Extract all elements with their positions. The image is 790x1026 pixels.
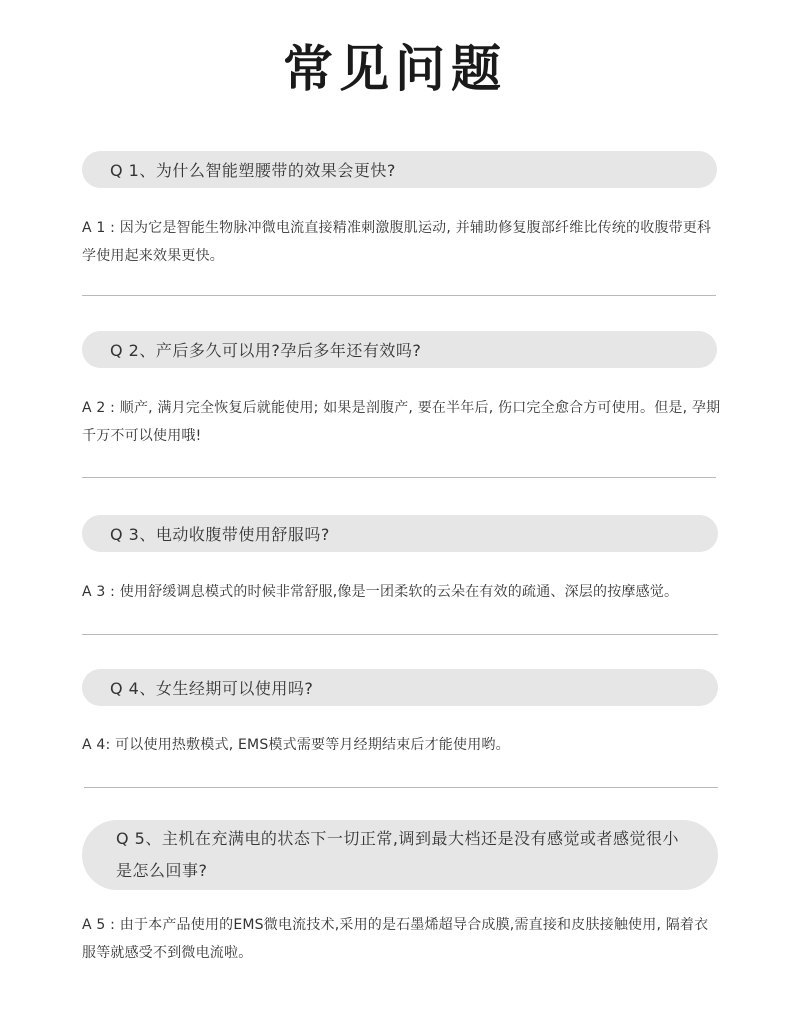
divider-2 (82, 477, 716, 478)
divider-4 (84, 787, 718, 788)
faq-answer-1: A 1 : 因为它是智能生物脉冲微电流直接精准刺激腹肌运动, 并辅助修复腹部纤维比传统的收腹带更科学使用起来效果更快。 (82, 220, 712, 264)
faq-question-4: Q 4、女生经期可以使用吗? (82, 669, 718, 706)
faq-question-2: Q 2、产后多久可以用?孕后多年还有效吗? (82, 331, 717, 368)
faq-question-1: Q 1、为什么智能塑腰带的效果会更快? (82, 151, 717, 188)
divider-1 (82, 295, 716, 296)
faq-answer-3: A 3 : 使用舒缓调息模式的时候非常舒服,像是一团柔软的云朵在有效的疏通、深层的按摩感觉。 (82, 584, 679, 600)
page-title: 常见问题 (283, 40, 507, 98)
faq-answer-4: A 4: 可以使用热敷模式, EMS模式需要等月经期结束后才能使用哟。 (82, 737, 510, 753)
faq-question-5: Q 5、主机在充满电的状态下一切正常,调到最大档还是没有感觉或者感觉很小是怎么回事? (82, 820, 718, 890)
faq-answer-5: A 5 : 由于本产品使用的EMS微电流技术,采用的是石墨烯超导合成膜,需直接和皮肤接触使用, 隔着衣服等就感受不到微电流啦。 (82, 917, 709, 961)
divider-3 (82, 634, 718, 635)
faq-question-3: Q 3、电动收腹带使用舒服吗? (82, 515, 718, 552)
faq-answer-2: A 2 : 顺产, 满月完全恢复后就能使用; 如果是剖腹产, 要在半年后, 伤口完全愈合方可使用。但是, 孕期千万不可以使用哦! (82, 400, 721, 444)
